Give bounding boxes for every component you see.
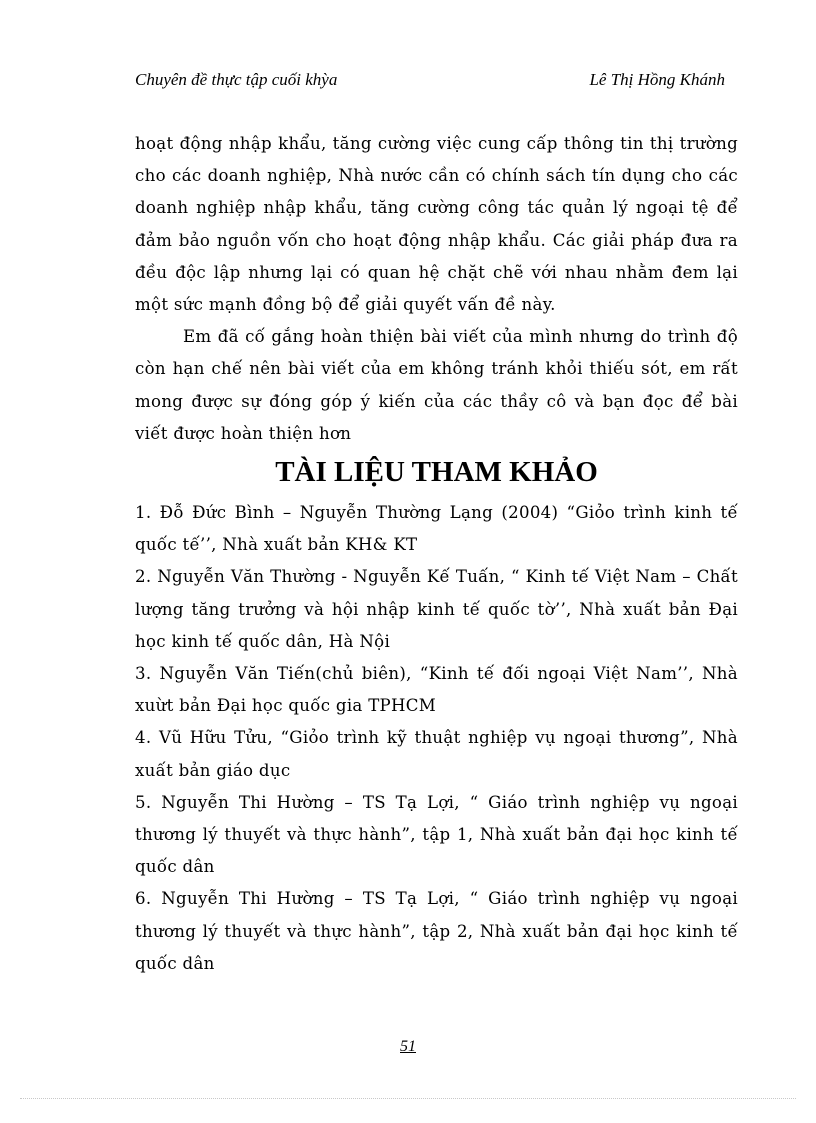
reference-item-6: 6. Nguyễn Thi Hường – TS Tạ Lợi, “ Giáo trình nghiệp vụ ngoại thương lý thuyết và thực hành”, tập 2, Nhà xuất bản đại học kinh tế quốc dân <box>135 889 738 973</box>
page-bottom-divider <box>20 1098 796 1099</box>
body-text <box>135 128 738 450</box>
header-chapter-title: Chuyên đề thực tập cuối khỳa <box>135 70 338 89</box>
header-author: Lê Thị Hồng Khánh <box>589 70 725 89</box>
body-paragraph-2: Em đã cố gắng hoàn thiện bài viết của mình nhưng do trình độ còn hạn chế nên bài viết của em không tránh khỏi thiếu sót, em rất mong được sự đóng góp ý kiến của các thầy cô và bạn đọc để bài viết được hoàn thiện hơn <box>135 327 738 443</box>
reference-item-3: 3. Nguyễn Văn Tiến(chủ biên), “Kinh tế đối ngoại Việt Nam’’, Nhà xuừt bản Đại học quốc gia TPHCM <box>135 664 738 716</box>
references-heading: TÀI LIỆU THAM KHẢO <box>275 456 598 488</box>
reference-list <box>135 497 738 980</box>
body-paragraph-1: hoạt động nhập khẩu, tăng cường việc cung cấp thông tin thị trường cho các doanh nghiệp, Nhà nước cần có chính sách tín dụng cho các doanh nghiệp nhập khẩu, tăng cường công tác quản lý ngoại tệ để đảm bảo nguồn vốn cho hoạt động nhập khẩu. Các giải pháp đưa ra đều độc lập nhưng lại có quan hệ chặt chẽ với nhau nhằm đem lại một sức mạnh đồng bộ để giải quyết vấn đề này. <box>135 134 738 315</box>
reference-item-1: 1. Đỗ Đức Bình – Nguyễn Thường Lạng (2004) “Giỏo trình kinh tế quốc tế’’, Nhà xuất bản KH& KT <box>135 503 738 555</box>
reference-item-5: 5. Nguyễn Thi Hường – TS Tạ Lợi, “ Giáo trình nghiệp vụ ngoại thương lý thuyết và thực hành”, tập 1, Nhà xuất bản đại học kinh tế quốc dân <box>135 792 738 877</box>
reference-item-4: 4. Vũ Hữu Tửu, “Giỏo trình kỹ thuật nghiệp vụ ngoại thương”, Nhà xuất bản giáo dục <box>135 728 738 780</box>
reference-item-2: 2. Nguyễn Văn Thường - Nguyễn Kế Tuấn, “ Kinh tế Việt Nam – Chất lượng tăng trưởng và hội nhập kinh tế quốc tờ’’, Nhà xuất bản Đại học kinh tế quốc dân, Hà Nội <box>135 567 738 651</box>
page-number: 51 <box>400 1038 416 1055</box>
page-header <box>135 70 725 94</box>
